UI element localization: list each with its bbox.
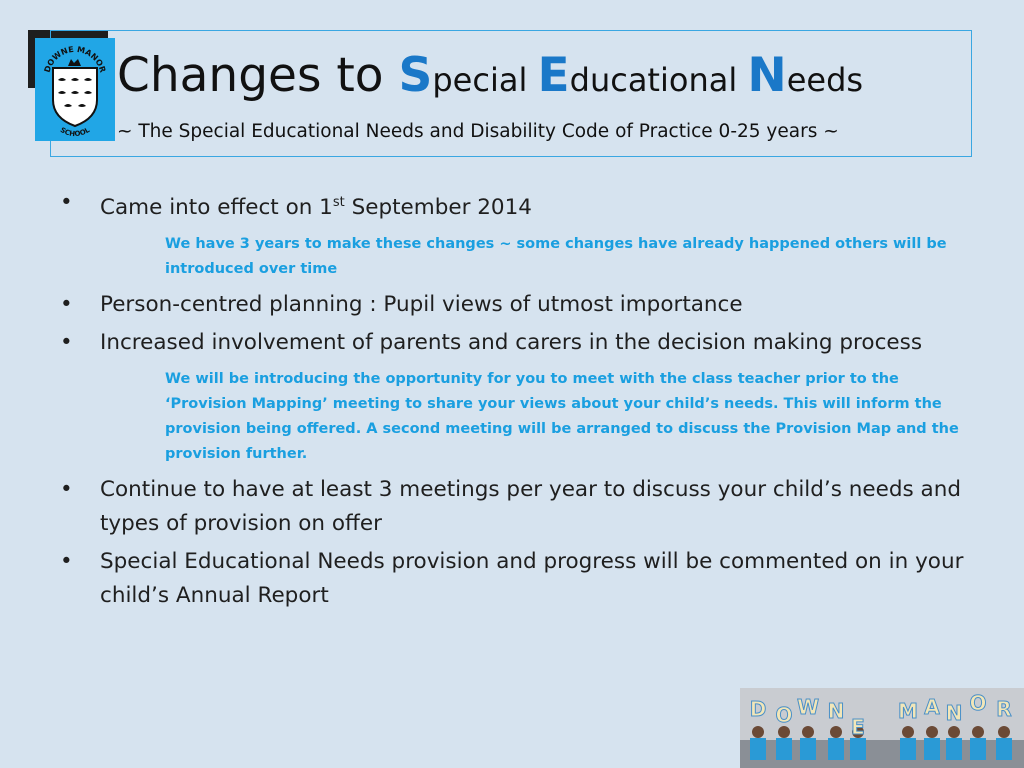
title-cap-s: S (398, 48, 433, 103)
school-logo (35, 38, 115, 141)
svg-text:SCHOOL (59, 126, 92, 138)
bullet-text: Special Educational Needs provision and progress will be commented on in your child’s Annual Report (100, 549, 964, 609)
bullet-item (58, 186, 978, 225)
title-prefix: Changes to (117, 48, 399, 103)
photo-letter: E (851, 715, 865, 739)
bullet-note: We will be introducing the opportunity for you to meet with the class teacher prior to the ‘Provision Mapping’ meeting to share your views about your child’s needs. This will inform the provision being offered. A second meeting will be arranged to discuss the Provision Map and the provision further. (165, 371, 959, 463)
bullet-item (58, 545, 978, 613)
bullet-text: Came into effect on 1 (100, 195, 333, 221)
page-title (117, 48, 864, 103)
bullet-item (58, 288, 978, 322)
photo-letter: D (749, 697, 767, 721)
bullet-marker: • (60, 292, 73, 318)
photo-letter: A (924, 695, 940, 719)
photo-letter: O (969, 691, 987, 715)
bullet-marker: • (60, 330, 73, 356)
bullet-text: Continue to have at least 3 meetings per year to discuss your child’s needs and types of provision on offer (100, 477, 961, 537)
photo-letter: R (996, 697, 1012, 721)
bullet-marker: • (60, 190, 73, 215)
bullet-marker: • (60, 477, 73, 503)
logo-top-text: DOWNE MANOR (42, 44, 108, 74)
photo-letter: O (775, 703, 793, 727)
photo-letter: N (945, 701, 963, 725)
title-cap-n: N (747, 48, 787, 103)
bullet-text-end: September 2014 (344, 195, 532, 221)
photo-letter: M (898, 699, 918, 723)
bullet-superscript: st (332, 195, 345, 210)
title-rest-s: pecial (432, 61, 538, 99)
photo-letter: N (827, 699, 845, 723)
logo-bottom-text: SCHOOL (58, 126, 92, 139)
bullet-item (58, 473, 978, 541)
bullet-item (58, 326, 978, 360)
bullet-note: We have 3 years to make these changes ~ some changes have already happened others will be introduced over time (165, 236, 947, 278)
bullet-list (58, 186, 978, 613)
bullet-text: Person-centred planning : Pupil views of utmost importance (100, 292, 743, 318)
title-rest-n: eeds (786, 61, 864, 99)
bullet-text: Increased involvement of parents and carers in the decision making process (100, 330, 923, 356)
photo-letter: W (796, 695, 820, 719)
bullet-marker: • (60, 549, 73, 575)
page-subtitle: ~ The Special Educational Needs and Disability Code of Practice 0-25 years ~ (117, 121, 839, 142)
class-photo (740, 688, 1024, 768)
title-cap-e: E (537, 48, 570, 103)
title-rest-e: ducational (569, 61, 748, 99)
